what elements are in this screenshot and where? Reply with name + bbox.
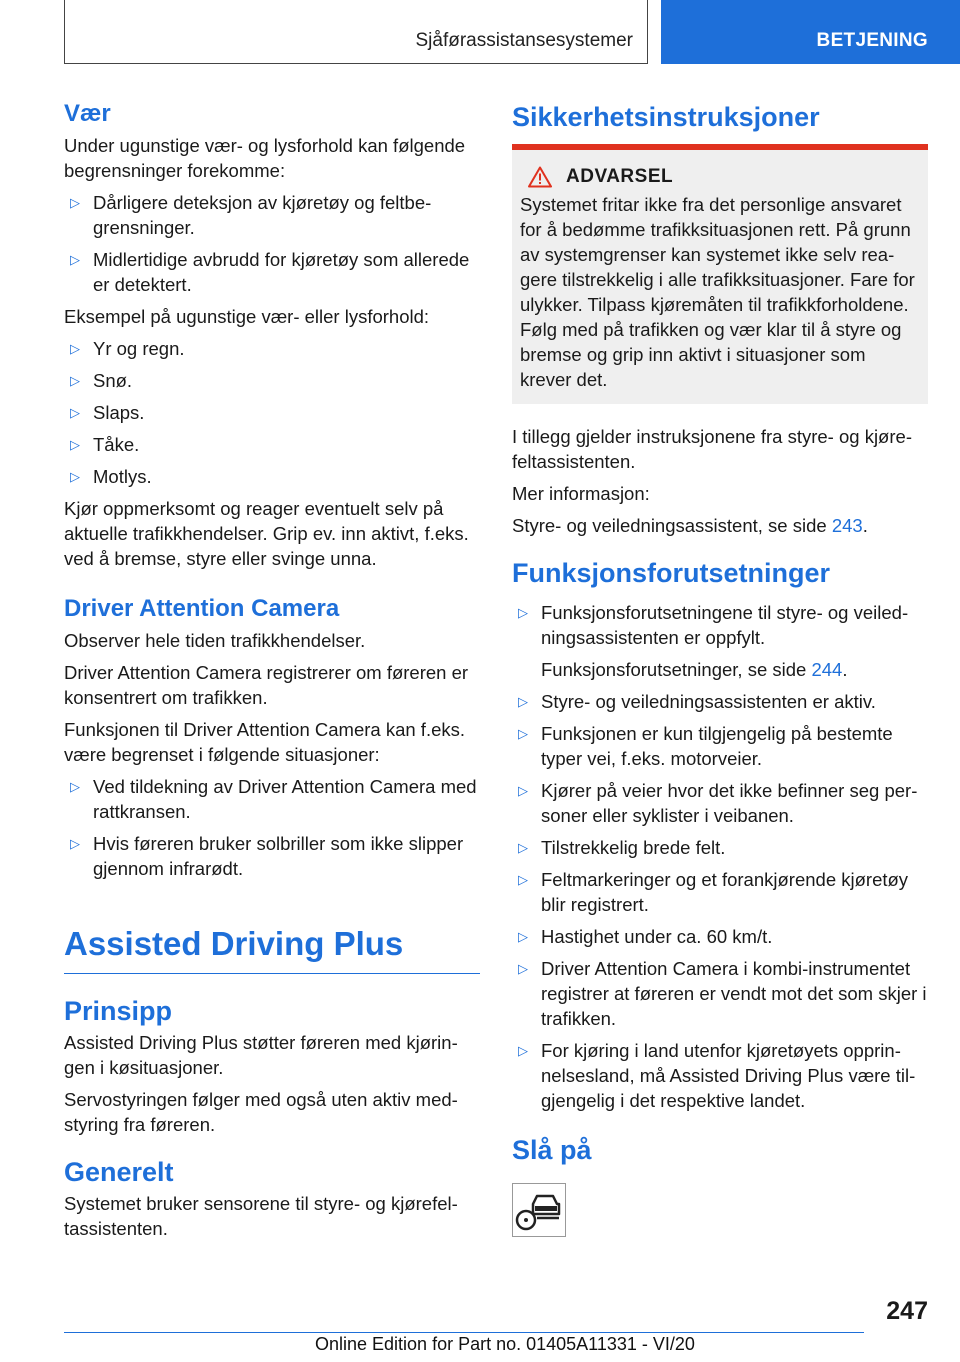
heading-driver-attention-camera: Driver Attention Camera [64,595,340,622]
bullet-icon: ▷ [518,783,528,798]
warning-text: Systemet fritar ikke fra det personlige ansvaret for å bedømme trafikksituasjonen rett. På grunn av systemgrenser kan systemet ikke selv reagere tilstrekkelig i alle trafikksituasjoner. Fare for ulykker. Tilpass kjøremåten til trafikkforholdene. Følg med på trafikken og vær klar til å styre og bremse og grip inn aktivt i situasjoner som krever det. [520,194,915,390]
heading-generelt: Generelt [64,1157,174,1187]
bullet-icon: ▷ [518,726,528,741]
dac-p1: Observer hele tiden trafikkhendelser. [64,630,366,651]
bullet-icon: ▷ [518,961,528,976]
list-item: ▷ Tåke. [70,434,140,455]
list-item: ▷ Midlertidige avbrudd for kjøretøy som allerede er detektert. [70,249,470,295]
list-item: ▷ Slaps. [70,402,145,423]
warning-label: ADVARSEL [566,166,674,187]
vaer-examples-list [64,336,480,489]
list-item: ▷ Styre- og veiledningsassistenten er aktiv. [518,691,876,712]
list-item: ▷ Funksjonen er kun tilgjengelig på bestemte typer vei, f.eks. motorveier. [518,723,893,769]
bullet-icon: ▷ [518,694,528,709]
bullet-icon: ▷ [70,437,80,452]
section-title: BETJENING [816,30,928,51]
list-item: ▷ For kjøring i land utenfor kjøretøyets opprinnelsesland, må Assisted Driving Plus være tilgjengelig i det respektive landet. [518,1040,916,1111]
heading-assisted-driving-plus: Assisted Driving Plus [64,921,480,974]
heading-prinsipp: Prinsipp [64,996,173,1026]
list-item: ▷ Tilstrekkelig brede felt. [518,837,726,858]
list-item: ▷ Hvis føreren bruker solbriller som ikke slipper gjennom infrarødt. [70,833,464,879]
list-item: ▷ Feltmarkeringer og et forankjørende kjøretøy blir registrert. [518,869,909,915]
heading-vaer: Vær [64,100,111,127]
heading-safety: Sikkerhetsinstruksjoner [512,102,820,132]
page-number: 247 [886,1297,928,1325]
list-item: ▷ Hastighet under ca. 60 km/t. [518,926,773,947]
prinsipp-p2: Servostyringen følger med også uten aktiv medstyring fra føreren. [64,1089,458,1135]
footer-edition: Online Edition for Part no. 01405A11331 - VI/20 [315,1334,695,1354]
heading-funksjonsforutsetninger: Funksjonsforutsetninger [512,558,831,588]
list-item: ▷ Kjører på veier hvor det ikke befinner seg personer eller syklister i veibanen. [518,780,918,826]
page-link-243[interactable]: 243 [831,515,863,536]
bullet-icon: ▷ [70,405,80,420]
assisted-driving-car-icon [513,1184,565,1236]
heading-assisted-driving-plus-wrap [64,921,480,974]
bullet-icon: ▷ [70,252,80,267]
bullet-icon: ▷ [518,872,528,887]
dac-p2: Driver Attention Camera registrerer om føreren er konsentrert om trafikken. [64,662,469,708]
bullet-icon: ▷ [70,195,80,210]
vaer-example-intro: Eksempel på ugunstige vær- eller lysforhold: [64,306,430,327]
safety-p3: Styre- og veiledningsassistent, se side 243. [512,515,868,536]
header-section-box [661,0,960,64]
safety-p1: I tillegg gjelder instruksjonene fra styre- og kjørefeltassistenten. [512,426,912,472]
list-item: ▷ Motlys. [70,466,152,487]
header-chapter-box [64,0,648,64]
list-item: ▷ Dårligere deteksjon av kjøretøy og feltbegrensninger. [70,192,432,238]
list-item: ▷ Funksjonsforutsetningene til styre- og veiledningsassistenten er oppfylt. Funksjonsforutsetninger, se side 244. [512,600,928,682]
bullet-icon: ▷ [518,605,528,620]
prinsipp-p1: Assisted Driving Plus støtter føreren med kjøringen i køsituasjoner. [64,1032,458,1078]
dac-p3: Funksjonen til Driver Attention Camera kan f.eks. være begrenset i følgende situasjoner: [64,719,466,765]
func-list [512,600,928,1113]
vaer-outro: Kjør oppmerksomt og reager eventuelt selv på aktuelle trafikkhendelser. Grip ev. inn aktivt, f.eks. ved å bremse, styre eller svinge unna. [64,498,469,569]
chapter-title: Sjåførassistansesystemer [415,30,633,51]
list-item: ▷ Ved tildekning av Driver Attention Camera med rattkransen. [70,776,477,822]
bullet-icon: ▷ [70,373,80,388]
list-item: ▷ Yr og regn. [70,338,185,359]
warning-triangle-icon [528,166,552,188]
safety-p2: Mer informasjon: [512,483,650,504]
warning-box [512,144,928,404]
left-column [64,98,480,1248]
list-item: ▷ Driver Attention Camera i kombi-instrumentet registrer at føreren er vendt mot det som skjer i trafikken. [518,958,927,1029]
func-sub-reference: Funksjonsforutsetninger, se side 244. [541,659,848,680]
assisted-driving-icon [512,1183,566,1237]
bullet-icon: ▷ [70,836,80,851]
bullet-icon: ▷ [518,840,528,855]
warning-header [528,166,920,188]
page-link-244[interactable]: 244 [811,659,843,680]
bullet-icon: ▷ [70,341,80,356]
right-column [512,98,928,1237]
vaer-intro: Under ugunstige vær- og lysforhold kan følgende begrensninger forekomme: [64,135,466,181]
bullet-icon: ▷ [70,779,80,794]
bullet-icon: ▷ [518,929,528,944]
bullet-icon: ▷ [70,469,80,484]
dac-list [64,774,480,881]
generelt-p1: Systemet bruker sensorene til styre- og kjørefeltassistenten. [64,1193,458,1239]
list-item: ▷ Snø. [70,370,133,391]
heading-slaa-paa: Slå på [512,1135,592,1165]
bullet-icon: ▷ [518,1043,528,1058]
footer-divider [64,1332,864,1333]
vaer-limitations-list [64,190,480,297]
